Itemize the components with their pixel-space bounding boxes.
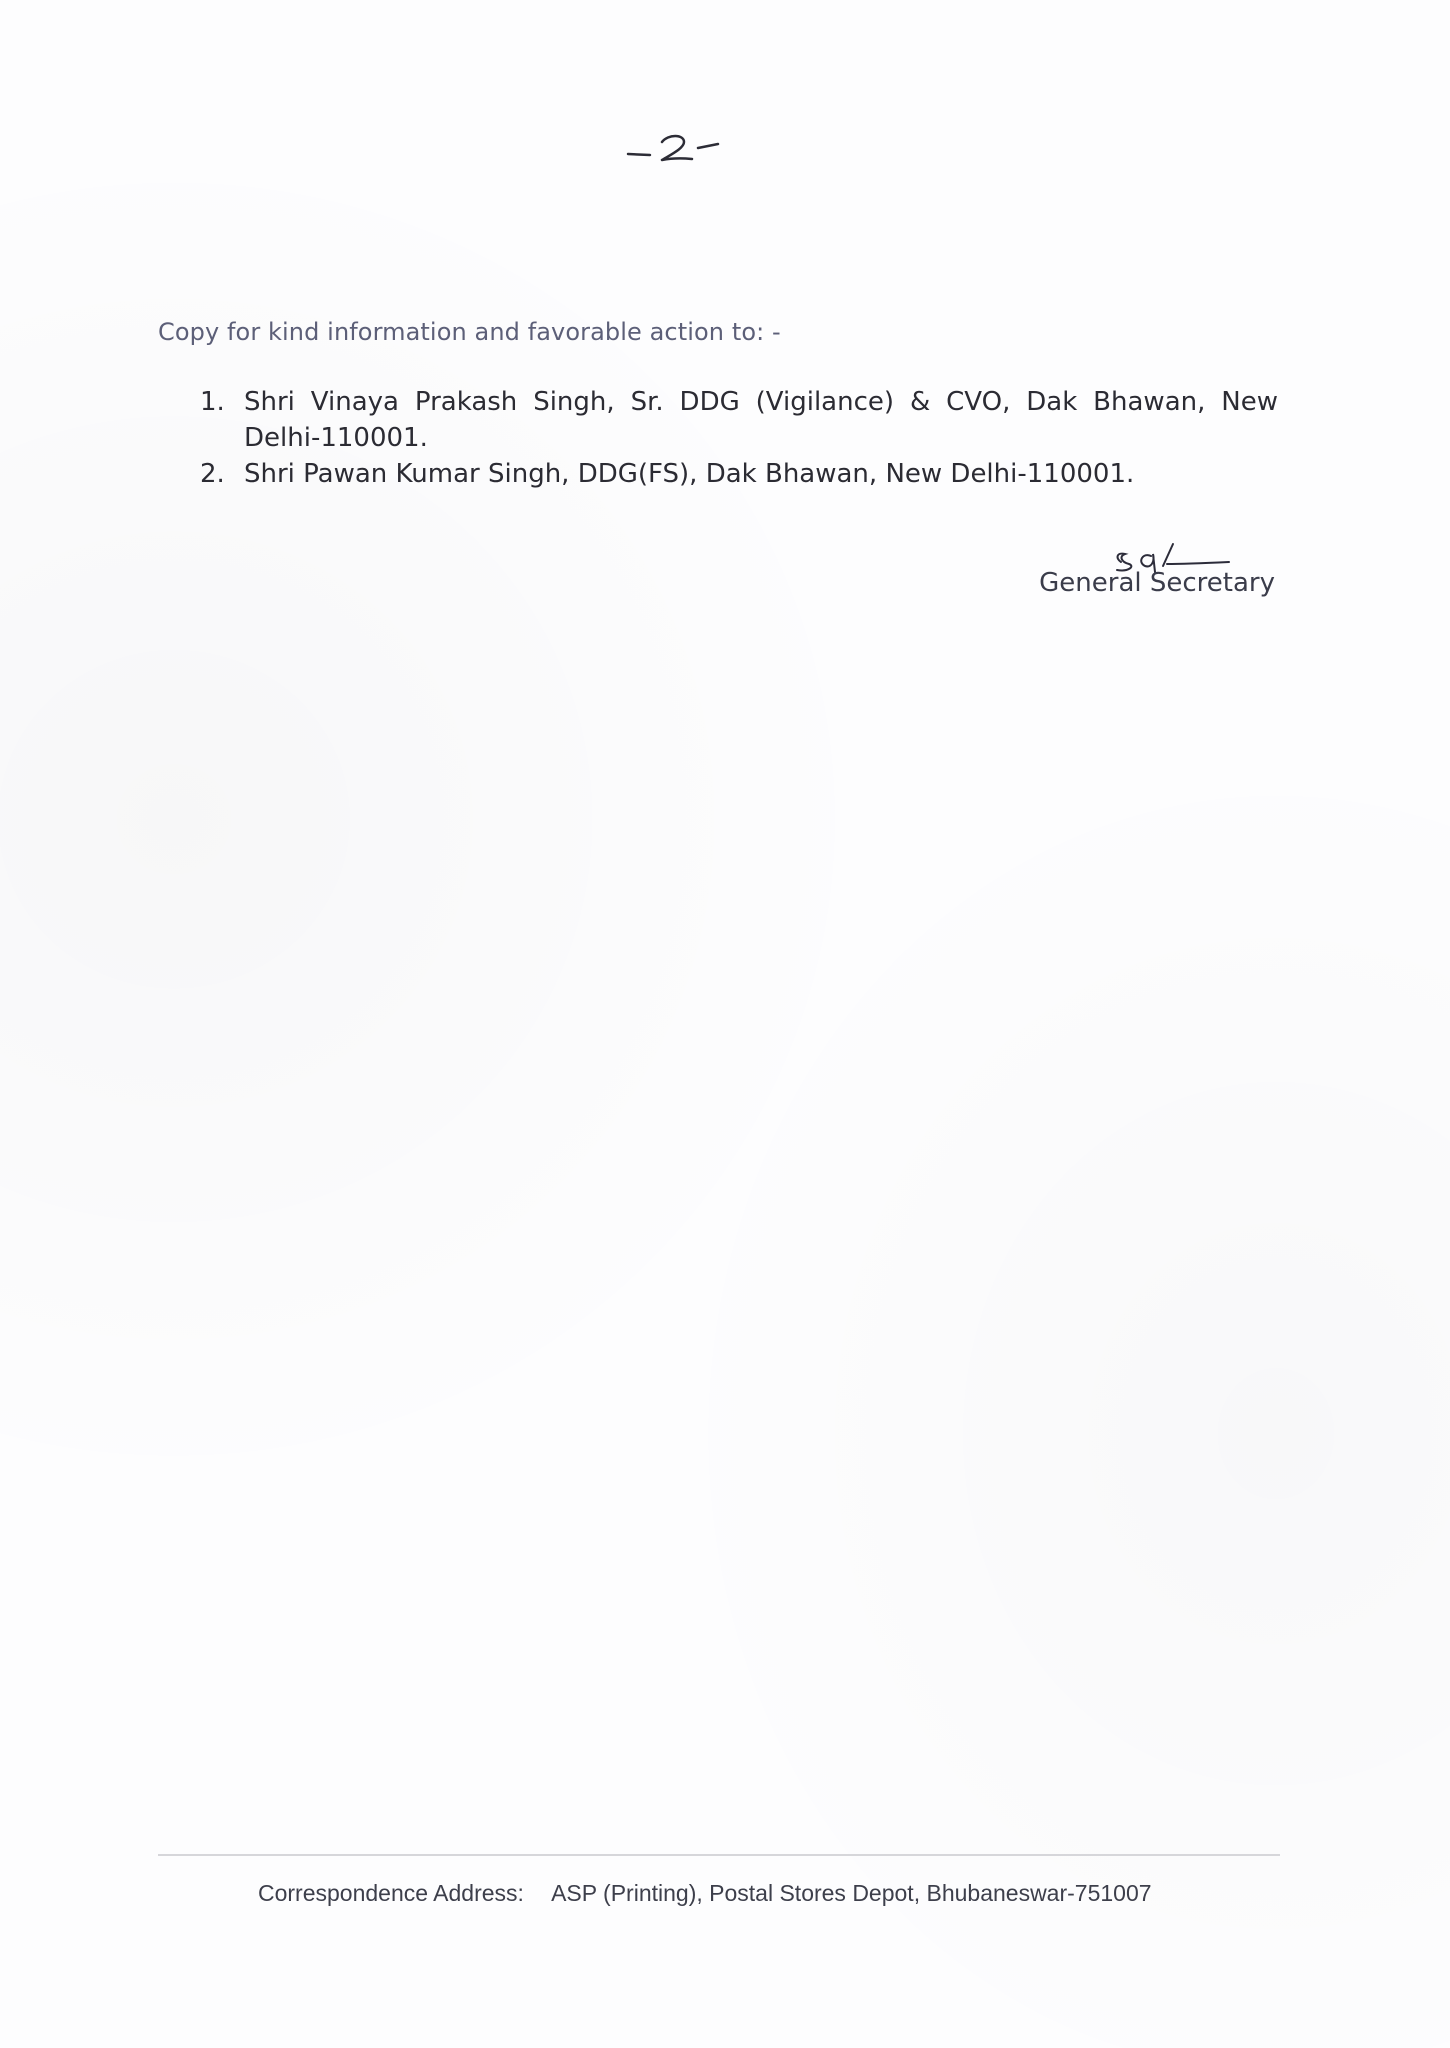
list-item-text: Shri Vinaya Prakash Singh, Sr. DDG (Vigilance) & CVO, Dak Bhawan, New Delhi-110001. — [244, 387, 1278, 453]
list-item-number: 2. — [200, 459, 225, 489]
footer-label: Correspondence Address: — [258, 1880, 524, 1906]
list-item — [200, 384, 1278, 456]
signatory-title: General Secretary — [1039, 568, 1275, 598]
footer — [258, 1880, 1152, 1907]
signature-block — [1015, 540, 1275, 610]
footer-address: ASP (Printing), Postal Stores Depot, Bhubaneswar-751007 — [551, 1880, 1152, 1906]
list-item-number: 1. — [200, 387, 225, 417]
list-item-text: Shri Pawan Kumar Singh, DDG(FS), Dak Bhawan, New Delhi-110001. — [244, 459, 1135, 489]
copy-to-intro: Copy for kind information and favorable action to: - — [158, 318, 781, 346]
handwritten-page-number — [620, 128, 730, 174]
recipient-list — [200, 384, 1278, 492]
page-number-handwriting — [620, 128, 730, 174]
list-item — [200, 456, 1278, 492]
footer-divider — [158, 1854, 1280, 1856]
